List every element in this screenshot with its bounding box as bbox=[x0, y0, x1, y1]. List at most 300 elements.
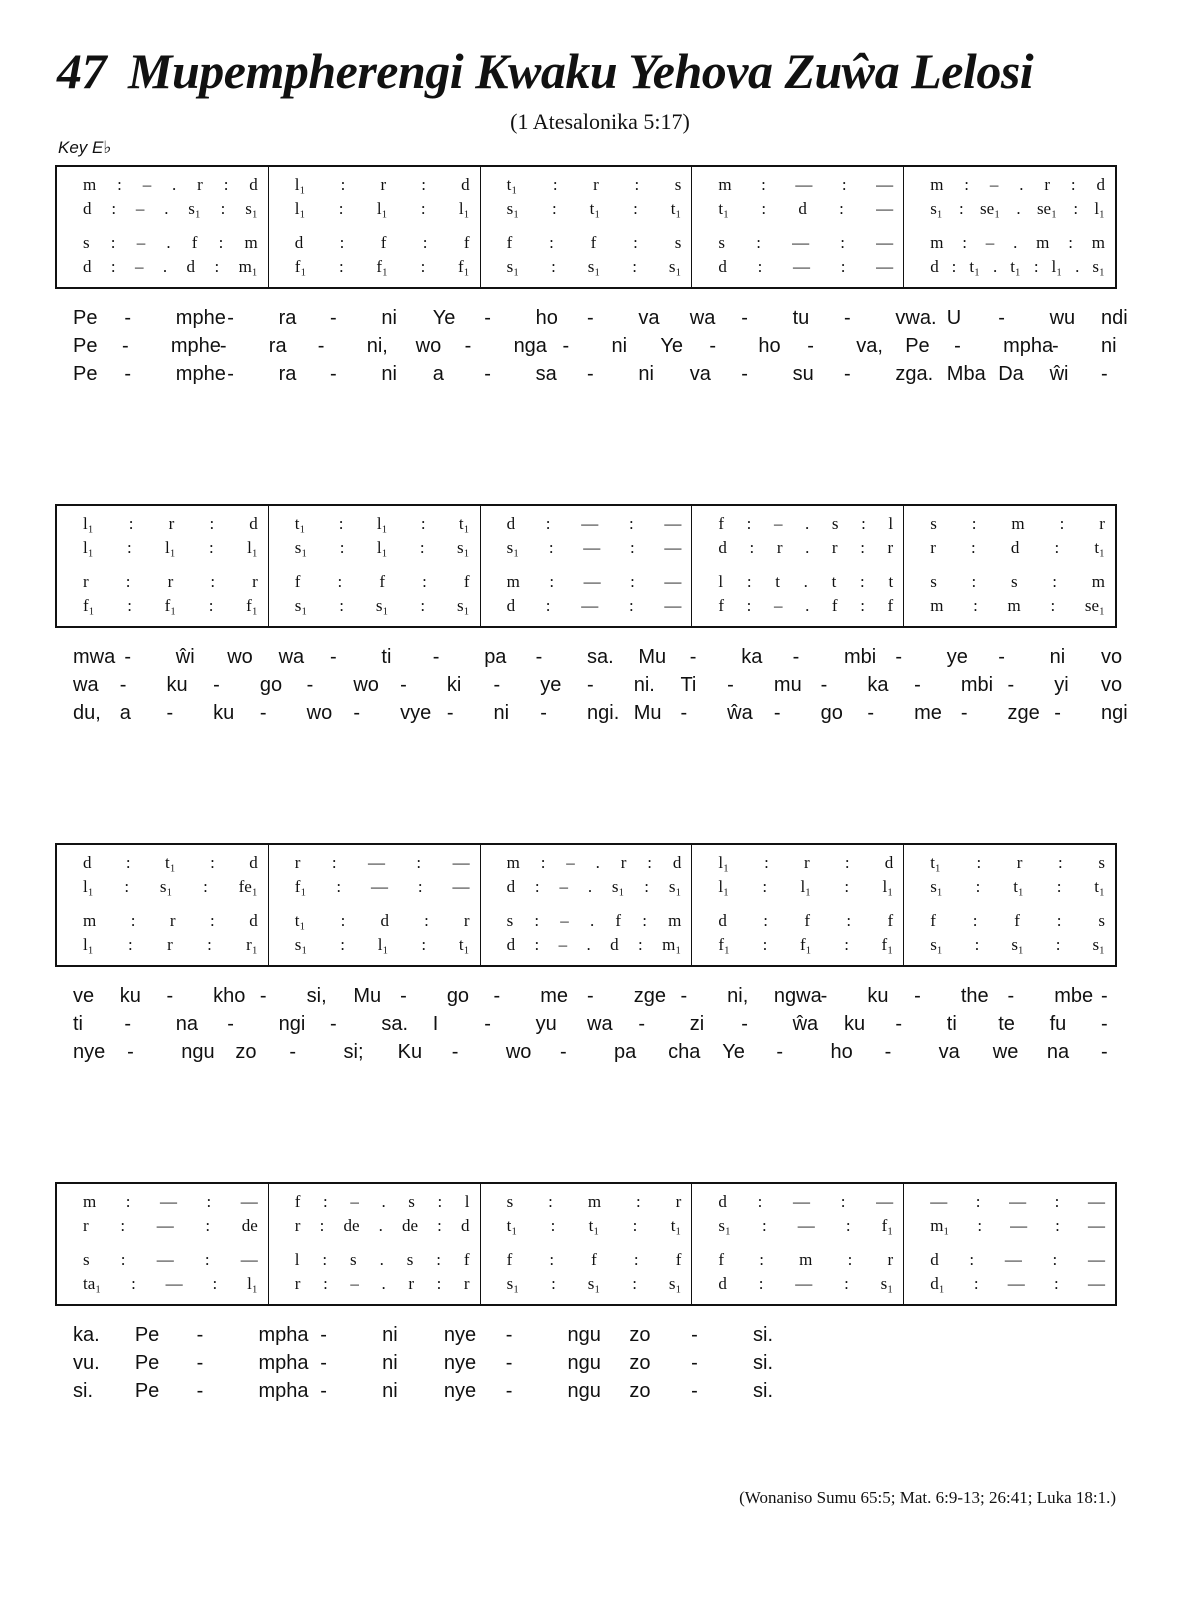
syllable: ho bbox=[758, 335, 781, 357]
syllable: wo bbox=[415, 335, 442, 357]
measure bbox=[481, 845, 693, 965]
voice-part: l₁ : r : d bbox=[83, 514, 258, 533]
syllable: va bbox=[938, 1041, 960, 1063]
voice-part: f : f : s bbox=[506, 233, 682, 252]
hyphen: - bbox=[124, 307, 132, 329]
syllable: wo bbox=[306, 702, 333, 724]
hyphen: - bbox=[259, 702, 267, 724]
voice-part: t₁ : t₁ : t₁ bbox=[506, 1216, 682, 1235]
hyphen: - bbox=[320, 1324, 327, 1346]
syllable: mphe bbox=[175, 363, 226, 385]
syllable: ti bbox=[381, 646, 392, 668]
syllable: ni, bbox=[727, 985, 749, 1007]
syllable: Ku bbox=[397, 1041, 423, 1063]
syllable: yi bbox=[1054, 674, 1069, 696]
hyphen: - bbox=[1101, 1041, 1108, 1063]
syllable: Pe bbox=[73, 307, 98, 329]
syllable: Ye bbox=[432, 307, 456, 329]
syllable: vo bbox=[1101, 674, 1123, 696]
hyphen: - bbox=[121, 335, 129, 357]
syllable: ni bbox=[381, 363, 397, 385]
syllable: ngi bbox=[1101, 702, 1128, 724]
hyphen: - bbox=[400, 985, 407, 1007]
syllable: ni bbox=[382, 1324, 398, 1346]
voice-part: d : — : s₁ bbox=[718, 1274, 894, 1293]
hyphen: - bbox=[689, 646, 697, 668]
hyphen: - bbox=[505, 1324, 513, 1346]
voice-part: f₁ : f₁ : f₁ bbox=[718, 935, 894, 954]
syllable: nga bbox=[513, 335, 547, 357]
syllable: zi bbox=[689, 1013, 705, 1035]
hyphen: - bbox=[680, 985, 688, 1007]
syllable: ni. bbox=[633, 674, 655, 696]
hyphen: - bbox=[451, 1041, 459, 1063]
voice-part: d : – . d : m₁ bbox=[83, 257, 258, 276]
hyphen: - bbox=[432, 646, 440, 668]
hyphen: - bbox=[196, 1380, 204, 1402]
hyphen: - bbox=[505, 1352, 513, 1374]
hyphen: - bbox=[320, 1352, 327, 1374]
syllable: vo bbox=[1101, 646, 1123, 668]
syllable: we bbox=[992, 1041, 1019, 1063]
hyphen: - bbox=[213, 674, 220, 696]
measure bbox=[481, 506, 693, 626]
notation-staff bbox=[55, 504, 1117, 628]
measure bbox=[57, 845, 269, 965]
syllable: ra bbox=[278, 363, 297, 385]
hyphen: - bbox=[587, 674, 594, 696]
syllable: sa. bbox=[381, 1013, 409, 1035]
syllable: pa bbox=[614, 1041, 637, 1063]
measure bbox=[57, 167, 269, 287]
syllable: mphe bbox=[170, 335, 221, 357]
syllable: mpha bbox=[1003, 335, 1054, 357]
song-number: 47 bbox=[57, 43, 106, 99]
song-title-line bbox=[57, 43, 1034, 99]
syllable: wo bbox=[227, 646, 253, 668]
hyphen: - bbox=[119, 674, 127, 696]
voice-part: s : — : — bbox=[83, 1250, 258, 1269]
syllable: Pe bbox=[134, 1380, 160, 1402]
syllable: me bbox=[914, 702, 942, 724]
hyphen: - bbox=[330, 1013, 337, 1035]
hyphen: - bbox=[1054, 702, 1061, 724]
syllable: ni bbox=[638, 363, 654, 385]
voice-part: l₁ : l₁ : l₁ bbox=[83, 538, 258, 557]
syllable: ŵa bbox=[727, 702, 753, 724]
voice-part: d : t₁ : d bbox=[83, 853, 258, 872]
measure bbox=[57, 506, 269, 626]
voice-part: l₁ : r : r₁ bbox=[83, 935, 258, 954]
voice-part: m : m : se₁ bbox=[930, 596, 1105, 615]
syllable: du, bbox=[73, 702, 101, 724]
hyphen: - bbox=[1101, 985, 1108, 1007]
measure bbox=[269, 1184, 481, 1304]
hyphen: - bbox=[691, 1324, 698, 1346]
hyphen: - bbox=[484, 307, 491, 329]
voice-part: ta₁ : — : l₁ bbox=[83, 1274, 258, 1293]
voice-part: d : — : — bbox=[718, 1192, 894, 1211]
hyphen: - bbox=[691, 1380, 698, 1402]
voice-part: f₁ : f₁ : f₁ bbox=[294, 257, 470, 276]
voice-part: m₁ : — : — bbox=[930, 1216, 1105, 1235]
measure bbox=[904, 845, 1115, 965]
lyric-line bbox=[55, 363, 1117, 391]
voice-part: s₁ : l₁ : s₁ bbox=[294, 538, 470, 557]
syllable: ngi. bbox=[587, 702, 620, 724]
lyrics-block bbox=[55, 985, 1117, 1069]
syllable: wa bbox=[278, 646, 305, 668]
voice-part: f : – . f : f bbox=[718, 596, 894, 615]
measure bbox=[692, 167, 904, 287]
syllable: te bbox=[998, 1013, 1015, 1035]
voice-part: s₁ : s₁ : s₁ bbox=[506, 257, 682, 276]
measure bbox=[481, 1184, 693, 1304]
syllable: tu bbox=[792, 307, 810, 329]
syllable: ve bbox=[73, 985, 95, 1007]
hyphen: - bbox=[289, 1041, 297, 1063]
syllable: cha bbox=[668, 1041, 701, 1063]
hyphen: - bbox=[166, 985, 174, 1007]
measure bbox=[692, 1184, 904, 1304]
syllable: ku bbox=[844, 1013, 866, 1035]
syllable: si, bbox=[306, 985, 327, 1007]
syllable: ti bbox=[946, 1013, 957, 1035]
hyphen: - bbox=[227, 1013, 234, 1035]
syllable: vu. bbox=[73, 1352, 100, 1374]
syllable: ku bbox=[867, 985, 889, 1007]
syllable: mpha bbox=[258, 1324, 309, 1346]
voice-part: d : — : — bbox=[718, 257, 894, 276]
hyphen: - bbox=[317, 335, 325, 357]
hyphen: - bbox=[680, 702, 688, 724]
hyphen: - bbox=[820, 985, 828, 1007]
voice-part: m : – . r : d bbox=[83, 175, 258, 194]
syllable: ŵi bbox=[175, 646, 195, 668]
voice-part: m : — : — bbox=[718, 175, 894, 194]
syllable: wa bbox=[689, 307, 716, 329]
hyphen: - bbox=[540, 702, 547, 724]
measure bbox=[692, 506, 904, 626]
syllable: ŵi bbox=[1049, 363, 1069, 385]
measure bbox=[904, 506, 1115, 626]
voice-part: s₁ : — : f₁ bbox=[718, 1216, 894, 1235]
hyphen: - bbox=[998, 307, 1005, 329]
voice-part: t₁ : l₁ : t₁ bbox=[294, 514, 470, 533]
voice-part: f : f : s bbox=[930, 911, 1105, 930]
measure bbox=[57, 1184, 269, 1304]
hyphen: - bbox=[484, 363, 491, 385]
voice-part: d : – . s₁ : s₁ bbox=[506, 877, 682, 896]
syllable: Ye bbox=[660, 335, 684, 357]
voice-part: t₁ : r : s bbox=[506, 175, 682, 194]
syllable: a bbox=[432, 363, 444, 385]
hyphen: - bbox=[844, 363, 851, 385]
notation-staff bbox=[55, 165, 1117, 289]
voice-part: s₁ : t₁ : t₁ bbox=[930, 877, 1105, 896]
syllable: si. bbox=[753, 1352, 773, 1374]
voice-part: t₁ : r : s bbox=[930, 853, 1105, 872]
voice-part: s : s : m bbox=[930, 572, 1105, 591]
hyphen: - bbox=[446, 702, 454, 724]
hyphen: - bbox=[484, 1013, 491, 1035]
syllable: si. bbox=[73, 1380, 93, 1402]
hyphen: - bbox=[587, 363, 594, 385]
hyphen: - bbox=[998, 646, 1005, 668]
voice-part: r : — : de bbox=[83, 1216, 258, 1235]
syllable: zo bbox=[629, 1352, 651, 1374]
measure bbox=[904, 167, 1115, 287]
lyric-line bbox=[55, 1041, 1117, 1069]
syllable: su bbox=[792, 363, 814, 385]
syllable: vwa. bbox=[895, 307, 937, 329]
lyric-line bbox=[55, 985, 1117, 1013]
hyphen: - bbox=[587, 985, 594, 1007]
lyric-line bbox=[55, 1380, 1117, 1408]
syllable: ku bbox=[119, 985, 141, 1007]
hyphen: - bbox=[691, 1352, 698, 1374]
hyphen: - bbox=[741, 1013, 748, 1035]
measure bbox=[481, 167, 693, 287]
lyric-line bbox=[55, 1013, 1117, 1041]
syllable: mpha bbox=[258, 1352, 309, 1374]
notation-staff bbox=[55, 843, 1117, 967]
voice-part: r : – . r : r bbox=[294, 1274, 470, 1293]
hyphen: - bbox=[227, 363, 234, 385]
syllable: Mu bbox=[353, 985, 382, 1007]
voice-part: s : m : r bbox=[506, 1192, 682, 1211]
voice-part: l₁ : r : d bbox=[718, 853, 894, 872]
voice-part: s₁ : s₁ : s₁ bbox=[506, 1274, 682, 1293]
voice-part: d : f : f bbox=[294, 233, 470, 252]
hyphen: - bbox=[166, 702, 174, 724]
voice-part: t₁ : d : r bbox=[294, 911, 470, 930]
syllable: wu bbox=[1049, 307, 1076, 329]
hyphen: - bbox=[196, 1324, 204, 1346]
voice-part: m : r : d bbox=[83, 911, 258, 930]
syllable: zo bbox=[629, 1324, 651, 1346]
voice-part: m : – . r : d bbox=[506, 853, 682, 872]
voice-part: d : r . r : r bbox=[718, 538, 894, 557]
syllable: na bbox=[1046, 1041, 1070, 1063]
voice-part: f₁ : f₁ : f₁ bbox=[83, 596, 258, 615]
measure bbox=[269, 845, 481, 965]
syllable: ni bbox=[382, 1380, 398, 1402]
voice-part: s₁ : s₁ : s₁ bbox=[930, 935, 1105, 954]
voice-part: d₁ : — : — bbox=[930, 1274, 1105, 1293]
hyphen: - bbox=[960, 702, 968, 724]
syllable: ku bbox=[166, 674, 188, 696]
hyphen: - bbox=[124, 1013, 132, 1035]
syllable: ŵa bbox=[792, 1013, 819, 1035]
hyphen: - bbox=[1007, 985, 1015, 1007]
measure bbox=[904, 1184, 1115, 1304]
voice-part: s₁ : — : — bbox=[506, 538, 682, 557]
syllable: ti bbox=[73, 1013, 83, 1035]
syllable: wo bbox=[505, 1041, 532, 1063]
syllable: wa bbox=[73, 674, 99, 696]
syllable: ye bbox=[540, 674, 562, 696]
syllable: si. bbox=[753, 1324, 773, 1346]
syllable: na bbox=[175, 1013, 199, 1035]
syllable: I bbox=[432, 1013, 439, 1035]
hyphen: - bbox=[124, 363, 132, 385]
syllable: mpha bbox=[258, 1380, 309, 1402]
syllable: zge bbox=[1007, 702, 1040, 724]
voice-part: d : – . s₁ : s₁ bbox=[83, 199, 258, 218]
syllable: the bbox=[960, 985, 989, 1007]
voice-part: d : f : f bbox=[718, 911, 894, 930]
voice-part: l₁ : l₁ : l₁ bbox=[294, 199, 470, 218]
hyphen: - bbox=[320, 1380, 327, 1402]
voice-part: m : – . m : m bbox=[930, 233, 1105, 252]
syllable: mu bbox=[773, 674, 802, 696]
voice-part: l : s . s : f bbox=[294, 1250, 470, 1269]
voice-part: f : m : r bbox=[718, 1250, 894, 1269]
hyphen: - bbox=[400, 674, 407, 696]
syllable: ki bbox=[446, 674, 462, 696]
lyric-line bbox=[55, 674, 1123, 702]
hyphen: - bbox=[741, 307, 748, 329]
syllable: ni bbox=[381, 307, 397, 329]
voice-part: l₁ : l₁ : l₁ bbox=[718, 877, 894, 896]
voice-part: s₁ : s₁ : s₁ bbox=[294, 596, 470, 615]
lyric-line bbox=[55, 646, 1123, 674]
hyphen: - bbox=[219, 335, 227, 357]
hyphen: - bbox=[227, 307, 234, 329]
hyphen: - bbox=[884, 1041, 892, 1063]
hyphen: - bbox=[330, 646, 337, 668]
syllable: sa bbox=[535, 363, 557, 385]
syllable: ngu bbox=[181, 1041, 215, 1063]
measure bbox=[269, 167, 481, 287]
syllable: va, bbox=[856, 335, 883, 357]
voice-part: d : — : — bbox=[930, 1250, 1105, 1269]
syllable: ngu bbox=[567, 1380, 601, 1402]
syllable: sa. bbox=[587, 646, 614, 668]
voice-part: s : m : r bbox=[930, 514, 1105, 533]
hyphen: - bbox=[727, 674, 734, 696]
scripture-reference: (1 Atesalonika 5:17) bbox=[510, 109, 690, 134]
voice-part: s₁ : t₁ : t₁ bbox=[506, 199, 682, 218]
syllable: fu bbox=[1049, 1013, 1067, 1035]
syllable: ngu bbox=[567, 1324, 601, 1346]
syllable: pa bbox=[484, 646, 507, 668]
syllable: ka bbox=[867, 674, 889, 696]
syllable: mphe bbox=[175, 307, 226, 329]
syllable: Pe bbox=[134, 1324, 160, 1346]
hyphen: - bbox=[259, 985, 267, 1007]
hyphen: - bbox=[741, 363, 748, 385]
syllable: ra bbox=[268, 335, 287, 357]
syllable: ni bbox=[1049, 646, 1066, 668]
syllable: ngwa bbox=[773, 985, 822, 1007]
voice-part: d : t₁ . t₁ : l₁ . s₁ bbox=[930, 257, 1105, 276]
voice-part: f₁ : — : — bbox=[294, 877, 470, 896]
hyphen: - bbox=[954, 335, 961, 357]
syllable: Mba bbox=[946, 363, 986, 385]
syllable: mbi bbox=[844, 646, 877, 668]
syllable: si; bbox=[343, 1041, 364, 1063]
syllable: zo bbox=[235, 1041, 257, 1063]
syllable: wa bbox=[587, 1013, 613, 1035]
hyphen: - bbox=[792, 646, 800, 668]
syllable: kho bbox=[213, 985, 246, 1007]
hyphen: - bbox=[535, 646, 543, 668]
voice-part: r : r : r bbox=[83, 572, 258, 591]
syllable: ho bbox=[830, 1041, 853, 1063]
hyphen: - bbox=[914, 985, 921, 1007]
syllable: va bbox=[689, 363, 711, 385]
syllable: mwa bbox=[73, 646, 116, 668]
syllable: go bbox=[446, 985, 470, 1007]
hyphen: - bbox=[330, 363, 337, 385]
syllable: zo bbox=[629, 1380, 651, 1402]
hyphen: - bbox=[493, 674, 501, 696]
voice-part: s₁ : l₁ : t₁ bbox=[294, 935, 470, 954]
syllable: ku bbox=[213, 702, 235, 724]
voice-part: m : – . r : d bbox=[930, 175, 1105, 194]
hyphen: - bbox=[196, 1352, 204, 1374]
lyrics-block bbox=[55, 307, 1128, 391]
syllable: ni bbox=[493, 702, 510, 724]
hyphen: - bbox=[844, 307, 851, 329]
syllable: nye bbox=[443, 1324, 477, 1346]
syllable: yu bbox=[535, 1013, 557, 1035]
syllable: mbi bbox=[960, 674, 994, 696]
hyphen: - bbox=[773, 702, 781, 724]
voice-part: s : — : — bbox=[718, 233, 894, 252]
hyphen: - bbox=[587, 307, 594, 329]
voice-part: f : – . s : l bbox=[718, 514, 894, 533]
syllable: ho bbox=[535, 307, 558, 329]
syllable: go bbox=[259, 674, 283, 696]
hyphen: - bbox=[493, 985, 501, 1007]
voice-part: f : – . s : l bbox=[294, 1192, 470, 1211]
voice-part: m : — : — bbox=[506, 572, 682, 591]
voice-part: — : — : — bbox=[930, 1192, 1105, 1211]
measure bbox=[269, 506, 481, 626]
syllable: a bbox=[119, 702, 131, 724]
hyphen: - bbox=[776, 1041, 784, 1063]
voice-part: l : t . t : t bbox=[718, 572, 894, 591]
syllable: ra bbox=[278, 307, 297, 329]
voice-part: r : — : — bbox=[294, 853, 470, 872]
notation-staff bbox=[55, 1182, 1117, 1306]
voice-part: d : — : — bbox=[506, 514, 682, 533]
syllable: ngu bbox=[567, 1352, 601, 1374]
hyphen: - bbox=[914, 674, 921, 696]
voice-part: s : – . f : m bbox=[506, 911, 682, 930]
lyric-line bbox=[55, 307, 1128, 335]
syllable: nye bbox=[443, 1352, 477, 1374]
hyphen: - bbox=[559, 1041, 567, 1063]
lyric-line bbox=[55, 702, 1128, 730]
syllable: Pe bbox=[134, 1352, 160, 1374]
syllable: nye bbox=[443, 1380, 477, 1402]
voice-part: l₁ : r : d bbox=[294, 175, 470, 194]
syllable: go bbox=[820, 702, 843, 724]
syllable: me bbox=[540, 985, 569, 1007]
lyric-line bbox=[55, 1352, 1117, 1380]
syllable: U bbox=[946, 307, 962, 329]
cross-references: (Wonaniso Sumu 65:5; Mat. 6:9-13; 26:41; Luka 18:1.) bbox=[739, 1488, 1116, 1507]
hyphen: - bbox=[867, 702, 875, 724]
lyrics-block bbox=[55, 646, 1128, 730]
hyphen: - bbox=[1007, 674, 1015, 696]
hyphen: - bbox=[124, 646, 132, 668]
hyphen: - bbox=[820, 674, 828, 696]
